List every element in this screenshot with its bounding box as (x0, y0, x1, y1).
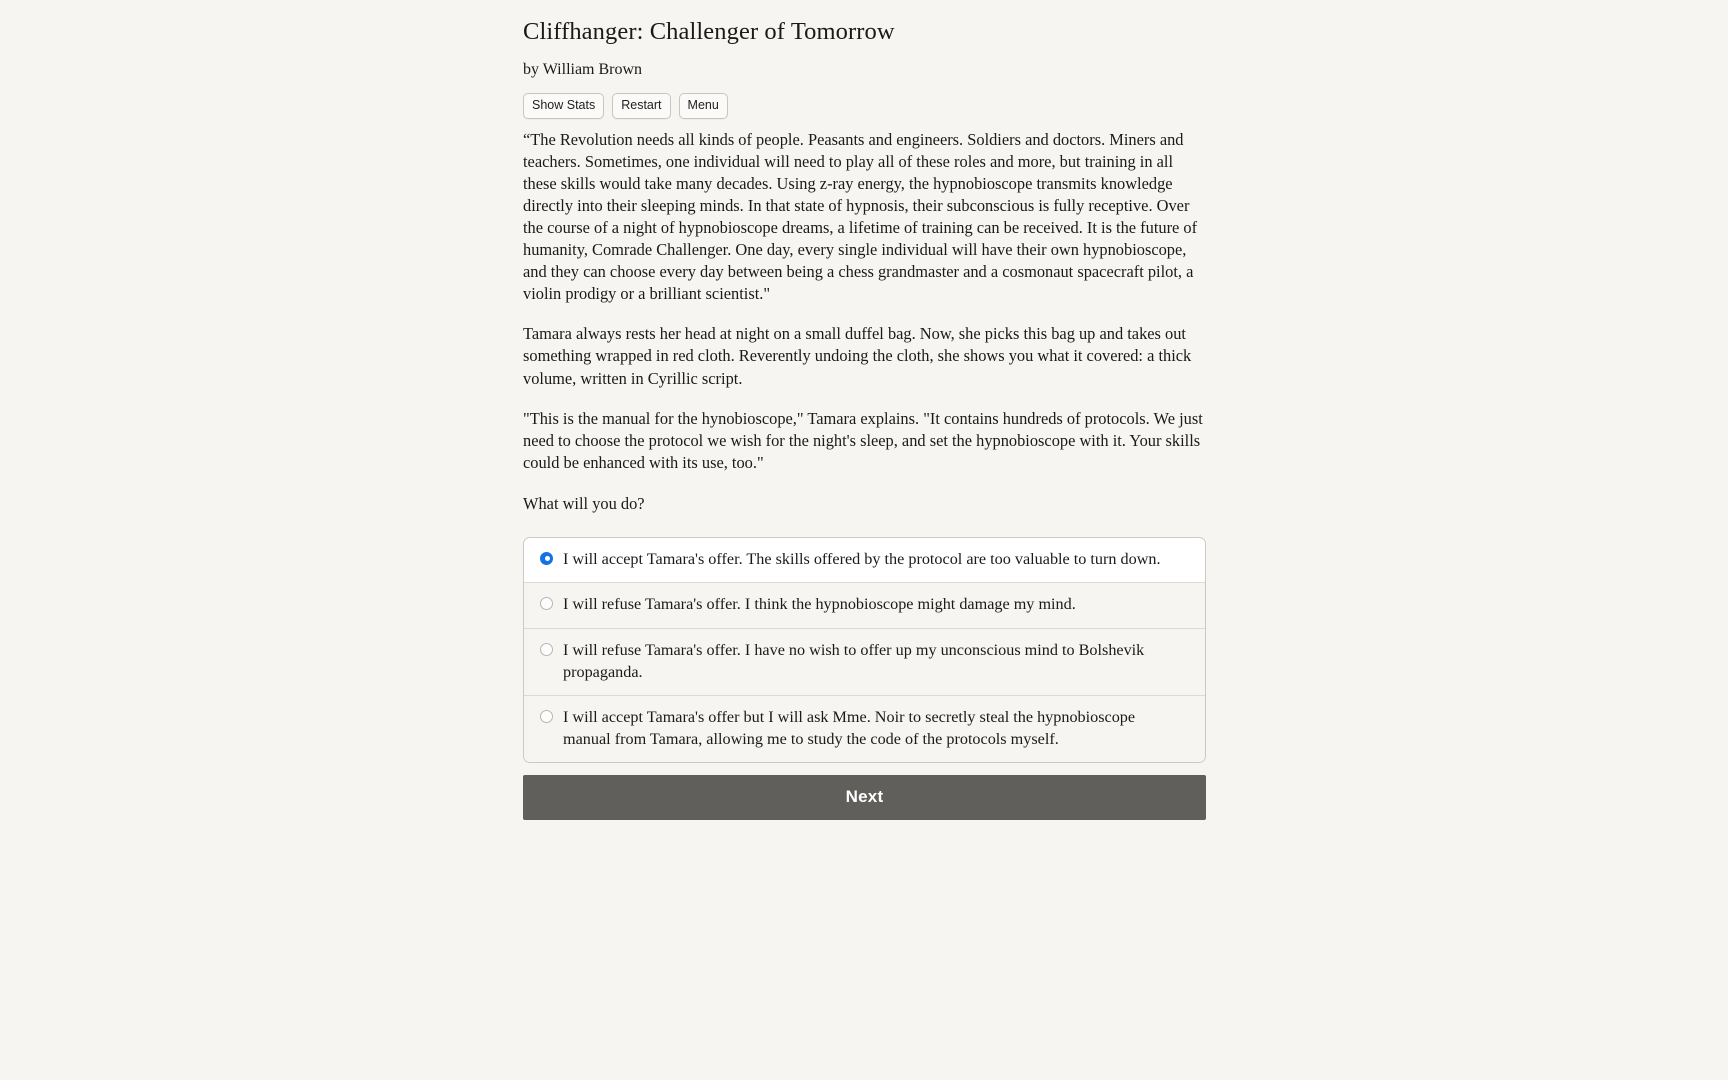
radio-icon[interactable] (540, 710, 553, 723)
restart-button[interactable]: Restart (612, 93, 670, 119)
game-toolbar (523, 80, 1206, 119)
story-paragraph: Tamara always rests her head at night on a small duffel bag. Now, she picks this bag up and takes out something wrapped in red cloth. Reverently undoing the cloth, she shows you what it covered: a thick volume, written in Cyrillic script. (523, 324, 1192, 388)
story-paragraph: “The Revolution needs all kinds of people. Peasants and engineers. Soldiers and doctors. Miners and teachers. Sometimes, one individual will need to play all of these roles and more, but training in all these skills would take many decades. Using z-ray energy, the hypnobioscope transmits knowledge directly into their sleeping minds. In that state of hypnosis, their subconscious is fully receptive. Over the course of a night of hypnobioscope dreams, a lifetime of training can be received. It is the future of humanity, Comrade Challenger. One day, every single individual will have their own hypnobioscope, and they can choose every day between being a chess grandmaster and a cosmonaut spacecraft pilot, a violin prodigy or a brilliant scientist." (523, 129, 1198, 304)
page-title: Cliffhanger: Challenger of Tomorrow (523, 18, 895, 45)
story-text (523, 119, 1206, 515)
choice-label: I will accept Tamara's offer but I will ask Mme. Noir to secretly steal the hypnobioscope manual from Tamara, allowing me to study the code of the protocols myself. (563, 708, 1136, 748)
story-container (523, 0, 1206, 820)
choice-option-4[interactable] (524, 696, 1205, 762)
radio-icon[interactable] (540, 643, 553, 656)
choice-option-2[interactable] (524, 583, 1205, 629)
author-byline: by William Brown (523, 60, 643, 78)
choice-prompt: What will you do? (523, 493, 645, 513)
choice-label: I will refuse Tamara's offer. I have no wish to offer up my unconscious mind to Bolshevik propaganda. (563, 640, 1145, 681)
story-paragraph: "This is the manual for the hynobioscope," Tamara explains. "It contains hundreds of protocols. We just need to choose the protocol we wish for the night's sleep, and set the hypnobioscope with it. Your skills could be enhanced with its use, too." (523, 408, 1203, 472)
menu-button[interactable]: Menu (679, 93, 728, 119)
choice-option-3[interactable] (524, 629, 1205, 696)
choice-list (523, 537, 1206, 763)
choice-label: I will refuse Tamara's offer. I think the hypnobioscope might damage my mind. (563, 595, 1076, 614)
radio-icon[interactable] (540, 597, 553, 610)
next-button[interactable]: Next (523, 775, 1206, 820)
choice-label: I will accept Tamara's offer. The skills offered by the protocol are too valuable to turn down. (563, 549, 1161, 568)
radio-icon[interactable] (540, 552, 553, 565)
choice-option-1[interactable] (524, 538, 1205, 584)
show-stats-button[interactable]: Show Stats (523, 93, 604, 119)
